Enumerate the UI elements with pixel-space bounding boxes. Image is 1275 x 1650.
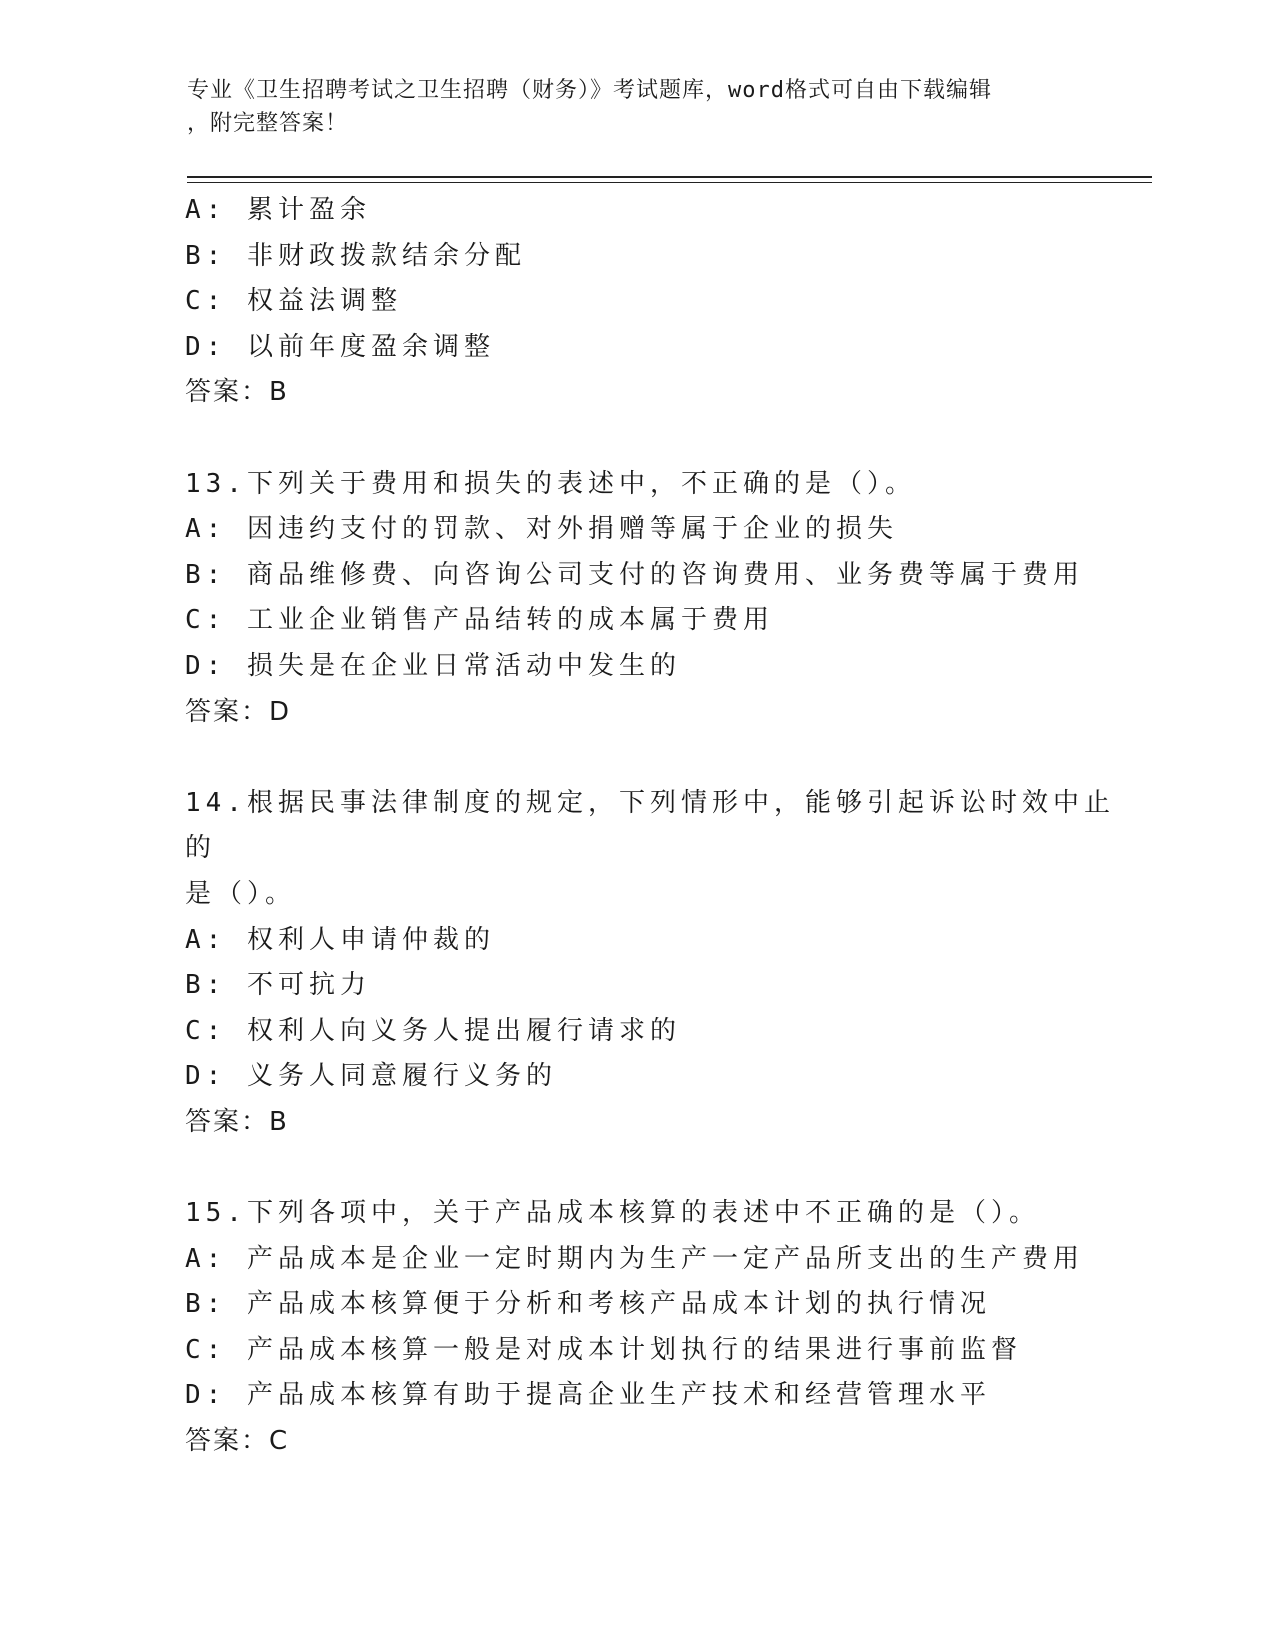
answer-line: 答案：B — [185, 1106, 289, 1137]
option-c: C: 工业企业销售产品结转的成本属于费用 — [185, 605, 774, 636]
option-b: B: 产品成本核算便于分析和考核产品成本计划的执行情况 — [185, 1289, 991, 1320]
answer-line: 答案：C — [185, 1426, 290, 1457]
option-a: A: 产品成本是企业一定时期内为生产一定产品所支出的生产费用 — [185, 1243, 1084, 1274]
option-b: B: 商品维修费、向咨询公司支付的咨询费用、业务费等属于费用 — [185, 559, 1084, 590]
question-stem: 15.下列各项中，关于产品成本核算的表述中不正确的是（）。 — [185, 1198, 1040, 1229]
question-12-continued — [185, 188, 1145, 416]
option-a: A: 权利人申请仲裁的 — [185, 924, 495, 955]
spacer — [185, 416, 1145, 462]
option-b: B: 非财政拨款结余分配 — [185, 240, 526, 271]
question-15 — [185, 1191, 1145, 1465]
answer-line: 答案：D — [185, 696, 292, 727]
option-d: D: 义务人同意履行义务的 — [185, 1061, 557, 1092]
header-divider-thin — [187, 182, 1152, 183]
option-b: B: 不可抗力 — [185, 970, 371, 1001]
option-c: C: 产品成本核算一般是对成本计划执行的结果进行事前监督 — [185, 1334, 1022, 1365]
spacer — [185, 1145, 1145, 1191]
spacer — [185, 735, 1145, 781]
question-list — [185, 188, 1145, 1465]
question-stem-line-1: 14.根据民事法律制度的规定，下列情形中，能够引起诉讼时效中止的 — [185, 787, 1115, 864]
option-c: C: 权益法调整 — [185, 286, 402, 317]
question-13 — [185, 462, 1145, 736]
question-stem-line-2: 是（）。 — [185, 878, 297, 909]
header-divider-thick — [187, 176, 1152, 178]
option-a: A: 累计盈余 — [185, 195, 371, 225]
option-d: D: 损失是在企业日常活动中发生的 — [185, 650, 681, 681]
document-header — [187, 74, 1087, 140]
answer-line: 答案：B — [185, 377, 289, 408]
question-14 — [185, 781, 1145, 1146]
option-c: C: 权利人向义务人提出履行请求的 — [185, 1015, 681, 1046]
option-d: D: 以前年度盈余调整 — [185, 331, 495, 362]
header-title-line-2: ，附完整答案！ — [187, 111, 349, 136]
option-a: A: 因违约支付的罚款、对外捐赠等属于企业的损失 — [185, 514, 898, 545]
header-title-line-1: 专业《卫生招聘考试之卫生招聘（财务）》考试题库，word格式可自由下载编辑 — [187, 78, 992, 103]
option-d: D: 产品成本核算有助于提高企业生产技术和经营管理水平 — [185, 1380, 991, 1411]
question-stem: 13.下列关于费用和损失的表述中，不正确的是（）。 — [185, 468, 916, 499]
